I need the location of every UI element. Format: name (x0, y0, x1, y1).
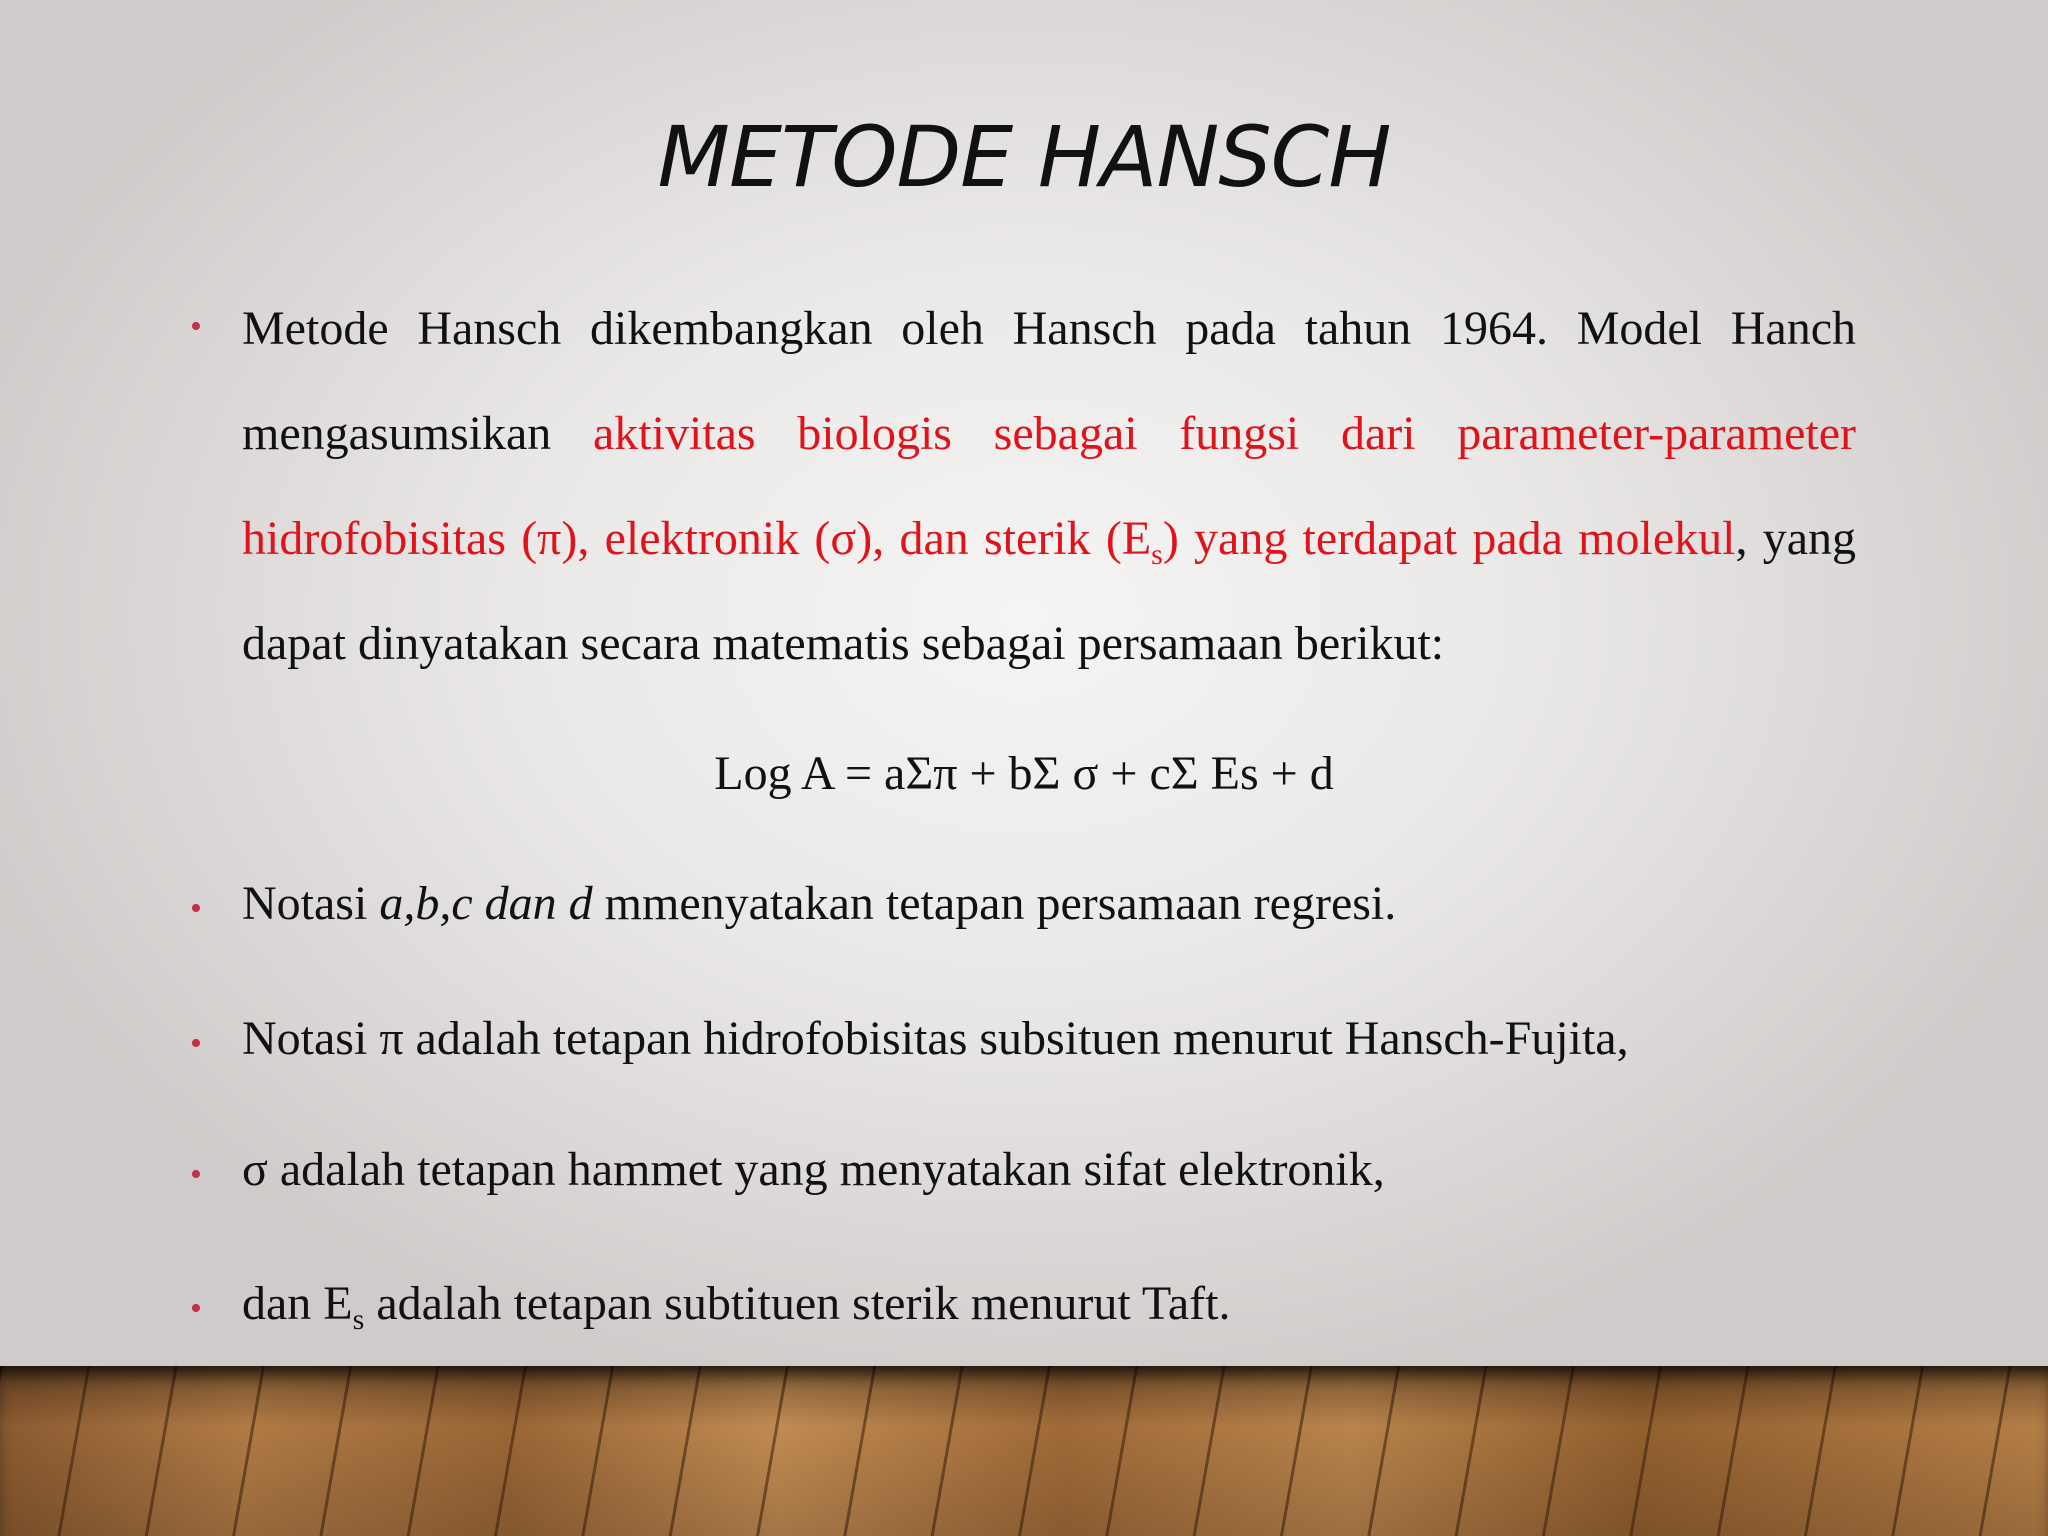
paragraph-text-start: Metode Hansch dikembangkan oleh Hansch pada tahun 1964. Model Hanch mengasumsikan (242, 302, 1856, 460)
highlighted-text-part2: ) yang terdapat pada molekul (1162, 512, 1736, 565)
highlighted-text-part1: aktivitas biologis sebagai fungsi dari parameter-parameter hidrofobisitas (π), elektronik (σ), dan sterik (E (242, 407, 1856, 565)
wooden-floor-decoration (0, 1366, 2048, 1536)
bullet-5-post: adalah tetapan subtituen sterik menurut Taft. (364, 1277, 1231, 1330)
hansch-equation: Log A = aΣπ + bΣ σ + cΣ Es + d (714, 747, 1334, 800)
bullet-3-text: Notasi π adalah tetapan hidrofobisitas subsituen menurut Hansch-Fujita, (242, 1012, 1629, 1065)
bullet-5-pre: dan E (242, 1277, 353, 1330)
bullet-2-pre: Notasi (242, 877, 380, 930)
bullet-5-marker: • (190, 1290, 202, 1327)
bullet-4-marker: • (190, 1156, 202, 1193)
slide-title: METODE HANSCH (657, 108, 1391, 206)
bullet-2-marker: • (190, 890, 202, 927)
bullet-1-paragraph (242, 276, 1856, 696)
bullet-1-marker: • (190, 308, 202, 345)
bullet-2-post: mmenyatakan tetapan persamaan regresi. (592, 877, 1397, 930)
bullet-2-text (242, 876, 1396, 931)
bullet-5-text (242, 1276, 1231, 1336)
bullet-2-italic: a,b,c dan d (379, 877, 593, 930)
bullet-4-text: σ adalah tetapan hammet yang menyatakan sifat elektronik, (242, 1143, 1385, 1196)
paragraph-text-end: , yang dapat dinyatakan secara matematis sebagai persamaan berikut: (242, 512, 1857, 670)
es-subscript: s (1151, 538, 1163, 571)
bullet-3-marker: • (190, 1025, 202, 1062)
bullet-5-subscript: s (352, 1303, 365, 1336)
